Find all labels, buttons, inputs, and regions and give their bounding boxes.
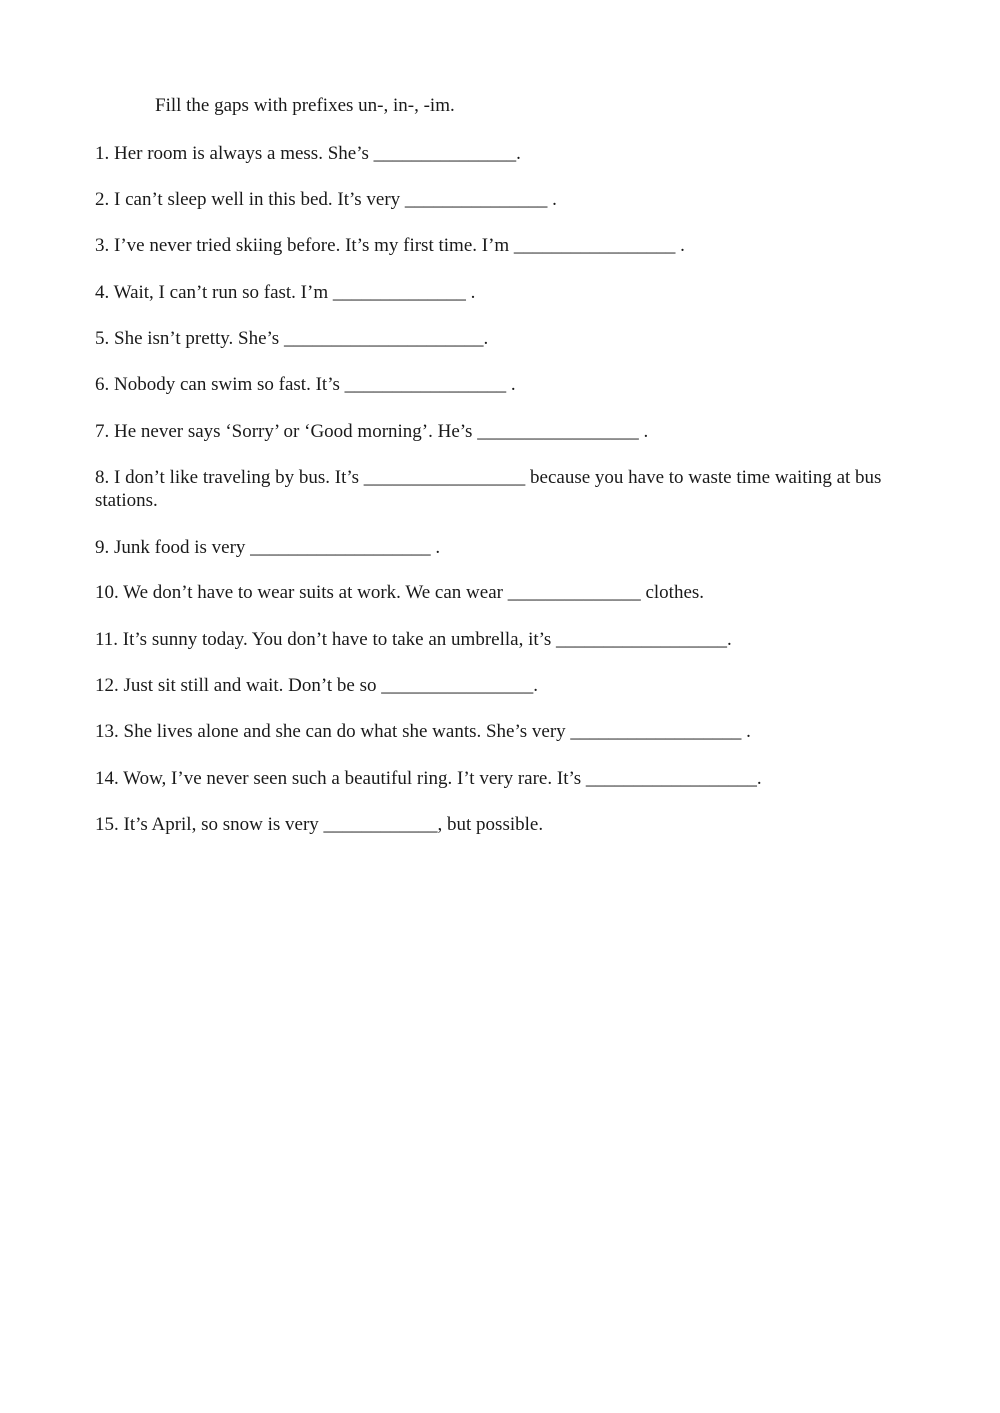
exercise-item-10: 10. We don’t have to wear suits at work. We can wear ______________ clothes. [95, 582, 705, 603]
exercise-item-6: 6. Nobody can swim so fast. It’s _________________ . [95, 374, 516, 395]
exercise-item-12: 12. Just sit still and wait. Don’t be so ________________. [95, 675, 538, 696]
exercise-item-9: 9. Junk food is very ___________________ . [95, 537, 441, 558]
instruction-heading: Fill the gaps with prefixes un-, in-, -im. [155, 95, 455, 116]
exercise-item-1: 1. Her room is always a mess. She’s _______________. [95, 143, 521, 164]
exercise-item-7: 7. He never says ‘Sorry’ or ‘Good morning’. He’s _________________ . [95, 421, 649, 442]
exercise-item-5: 5. She isn’t pretty. She’s _____________________. [95, 328, 489, 349]
exercise-item-4: 4. Wait, I can’t run so fast. I’m ______________ . [95, 282, 476, 303]
exercise-item-13: 13. She lives alone and she can do what she wants. She’s very __________________ . [95, 721, 751, 742]
exercise-item-11: 11. It’s sunny today. You don’t have to take an umbrella, it’s __________________. [95, 629, 732, 650]
exercise-item-3: 3. I’ve never tried skiing before. It’s my first time. I’m _________________ . [95, 235, 685, 256]
exercise-item-8: 8. I don’t like traveling by bus. It’s _________________ because you have to waste time waiting at bus stations. [95, 467, 882, 511]
exercise-item-2: 2. I can’t sleep well in this bed. It’s very _______________ . [95, 189, 557, 210]
exercise-item-15: 15. It’s April, so snow is very ____________, but possible. [95, 814, 544, 835]
exercise-item-14: 14. Wow, I’ve never seen such a beautiful ring. I’t very rare. It’s __________________. [95, 768, 762, 789]
